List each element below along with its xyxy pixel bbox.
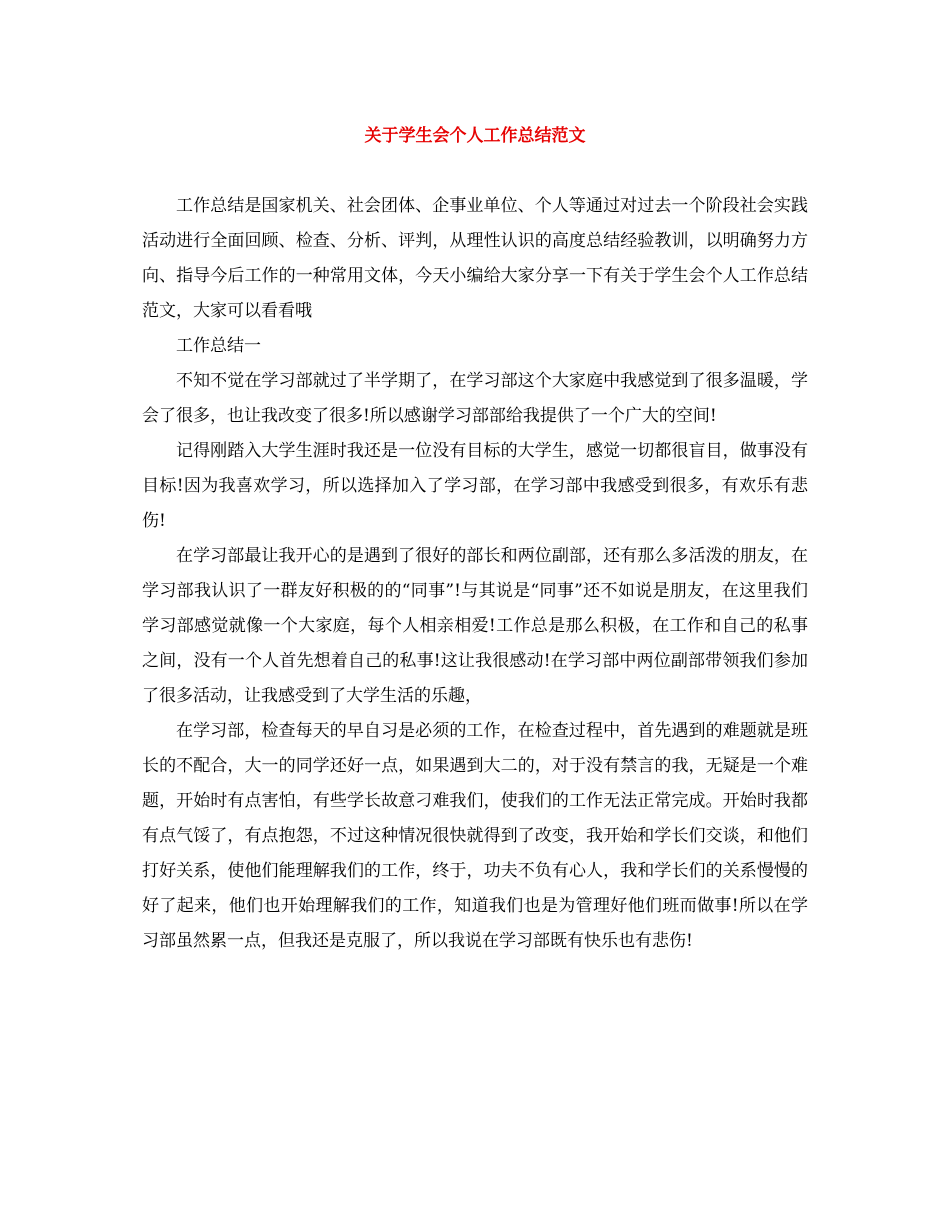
document-title: 关于学生会个人工作总结范文 <box>364 126 586 146</box>
section-heading: 工作总结一 <box>176 336 261 356</box>
document-body <box>142 189 808 959</box>
body-paragraph: 记得刚踏入大学生涯时我还是一位没有目标的大学生，感觉一切都很盲目，做事没有目标!因为我喜欢学习，所以选择加入了学习部，在学习部中我感受到很多，有欢乐有悲伤! <box>142 441 808 531</box>
body-paragraph: 不知不觉在学习部就过了半学期了，在学习部这个大家庭中我感觉到了很多温暖，学会了很多，也让我改变了很多!所以感谢学习部部给我提供了一个广大的空间! <box>142 371 808 426</box>
body-paragraph: 在学习部，检查每天的早自习是必须的工作，在检查过程中，首先遇到的难题就是班长的不配合，大一的同学还好一点，如果遇到大二的，对于没有禁言的我，无疑是一个难题，开始时有点害怕，有些学长故意刁难我们，使我们的工作无法正常完成。开始时我都有点气馁了，有点抱怨，不过这种情况很快就得到了改变，我开始和学长们交谈，和他们打好关系，使他们能理解我们的工作，终于，功夫不负有心人，我和学长们的关系慢慢的好了起来，他们也开始理解我们的工作，知道我们也是为管理好他们班而做事!所以在学习部虽然累一点，但我还是克服了，所以我说在学习部既有快乐也有悲伤! <box>142 721 808 951</box>
body-paragraph: 在学习部最让我开心的是遇到了很好的部长和两位副部，还有那么多活泼的朋友，在学习部我认识了一群友好积极的的“同事”!与其说是“同事”还不如说是朋友，在这里我们学习部感觉就像一个大家庭，每个人相亲相爱!工作总是那么积极，在工作和自己的私事之间，没有一个人首先想着自己的私事!这让我很感动!在学习部中两位副部带领我们参加了很多活动，让我感受到了大学生活的乐趣， <box>142 546 808 706</box>
intro-paragraph: 工作总结是国家机关、社会团体、企事业单位、个人等通过对过去一个阶段社会实践活动进行全面回顾、检查、分析、评判，从理性认识的高度总结经验教训，以明确努力方向、指导今后工作的一种常用文体，今天小编给大家分享一下有关于学生会个人工作总结范文，大家可以看看哦 <box>142 196 808 321</box>
